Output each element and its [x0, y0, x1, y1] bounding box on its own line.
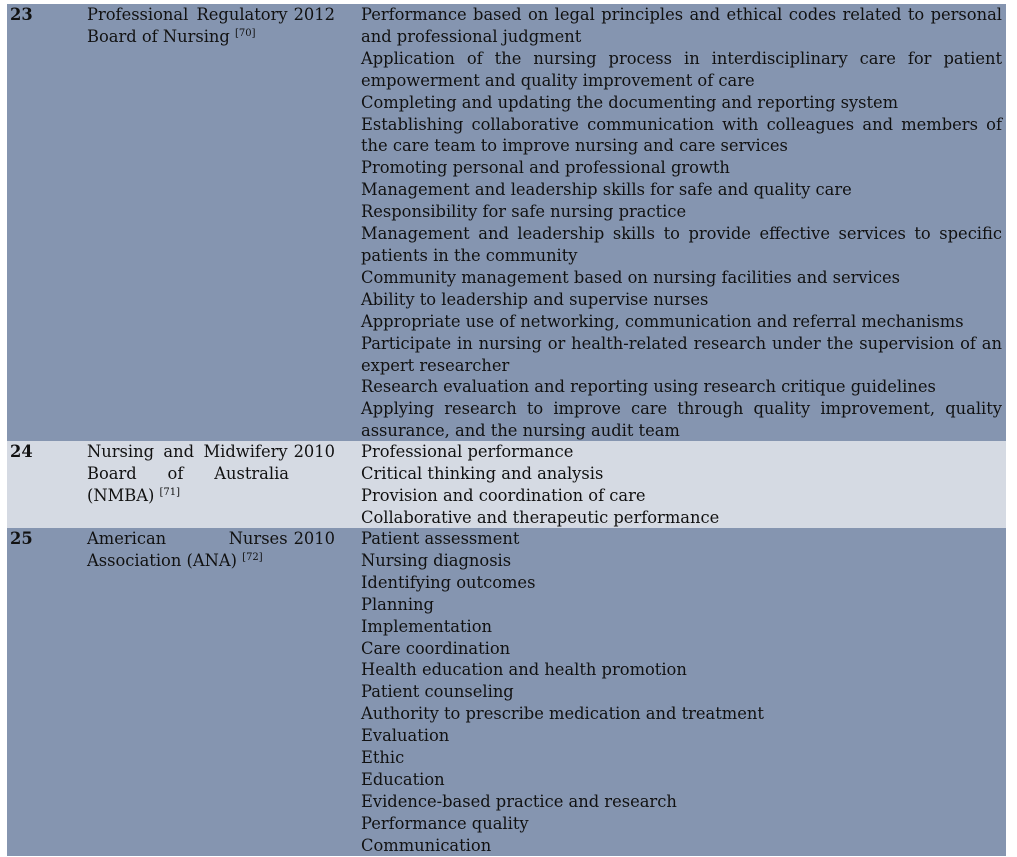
list-item: Patient assessment	[361, 529, 520, 548]
organization-word: Nursing	[87, 442, 154, 461]
list-item: Completing and updating the documenting and reporting system	[361, 92, 899, 112]
table-row	[7, 4, 1006, 441]
competency-list	[361, 528, 1002, 857]
list-item: Patient counseling	[361, 682, 514, 702]
list-item: Nursing diagnosis	[361, 550, 512, 570]
row-number: 23	[10, 5, 33, 24]
organization-name-line: Board of Nursing	[87, 26, 230, 46]
competency-list	[361, 4, 1002, 442]
organization-word: Nurses	[228, 529, 288, 548]
list-item: Promoting personal and professional growth	[361, 158, 730, 178]
list-item: Ability to leadership and supervise nurses	[361, 289, 709, 309]
list-item: Participate in nursing or health-related research under the supervision of an expert researcher	[361, 333, 1002, 375]
list-item: Communication	[361, 835, 492, 855]
competency-list	[361, 441, 1002, 529]
list-item: Establishing collaborative communication with colleagues and members of the care team to improve nursing and care services	[361, 114, 1002, 156]
organization-word: American	[87, 529, 167, 548]
organization-cell	[87, 528, 335, 572]
table-row	[7, 528, 1006, 856]
reference-marker: [70]	[235, 27, 256, 39]
organization-word: Midwifery	[203, 442, 288, 461]
reference-marker: [72]	[242, 551, 263, 563]
list-item: Evaluation	[361, 726, 450, 746]
year: 2012	[293, 5, 335, 24]
list-item: Professional performance	[361, 442, 574, 461]
organization-cell	[87, 441, 335, 507]
list-item: Implementation	[361, 616, 492, 636]
list-item: Responsibility for safe nursing practice	[361, 202, 687, 222]
list-item: Management and leadership skills to provide effective services to specific patients in the community	[361, 224, 1002, 265]
list-item: Performance quality	[361, 813, 529, 833]
organization-name-line: Association (ANA)	[87, 550, 237, 570]
list-item: Provision and coordination of care	[361, 485, 646, 505]
list-item: Identifying outcomes	[361, 572, 536, 592]
list-item: Community management based on nursing facilities and services	[361, 267, 900, 287]
list-item: Performance based on legal principles and ethical codes related to personal and professional judgment	[361, 5, 1002, 46]
list-item: Planning	[361, 594, 434, 614]
organization-word: of	[167, 463, 184, 483]
list-item: Evidence-based practice and research	[361, 791, 677, 811]
list-item: Critical thinking and analysis	[361, 463, 604, 483]
organization-word: Australia	[214, 463, 289, 483]
row-number: 24	[10, 442, 33, 461]
year: 2010	[293, 529, 335, 548]
list-item: Management and leadership skills for safe and quality care	[361, 180, 852, 200]
list-item: Ethic	[361, 748, 405, 768]
table-row	[7, 441, 1006, 528]
organization-word: Professional	[87, 5, 189, 24]
list-item: Appropriate use of networking, communication and referral mechanisms	[361, 311, 964, 331]
list-item: Research evaluation and reporting using research critique guidelines	[361, 377, 936, 397]
organization-word: Regulatory	[196, 5, 288, 24]
year: 2010	[293, 442, 335, 461]
list-item: Health education and health promotion	[361, 660, 687, 680]
list-item: Education	[361, 769, 445, 789]
organization-word: Board	[87, 463, 137, 483]
reference-marker: [71]	[159, 486, 181, 498]
list-item: Applying research to improve care through quality improvement, quality assurance, and the nursing audit team	[361, 399, 1002, 441]
organization-name-line: (NMBA)	[87, 485, 155, 505]
organization-cell	[87, 4, 335, 48]
organization-word: and	[163, 442, 195, 461]
list-item: Collaborative and therapeutic performance	[361, 507, 720, 527]
competency-table	[7, 4, 1006, 856]
list-item: Application of the nursing process in interdisciplinary care for patient empowerment and quality improvement of care	[361, 48, 1002, 90]
list-item: Authority to prescribe medication and treatment	[361, 704, 764, 724]
row-number: 25	[10, 529, 33, 548]
list-item: Care coordination	[361, 638, 511, 658]
